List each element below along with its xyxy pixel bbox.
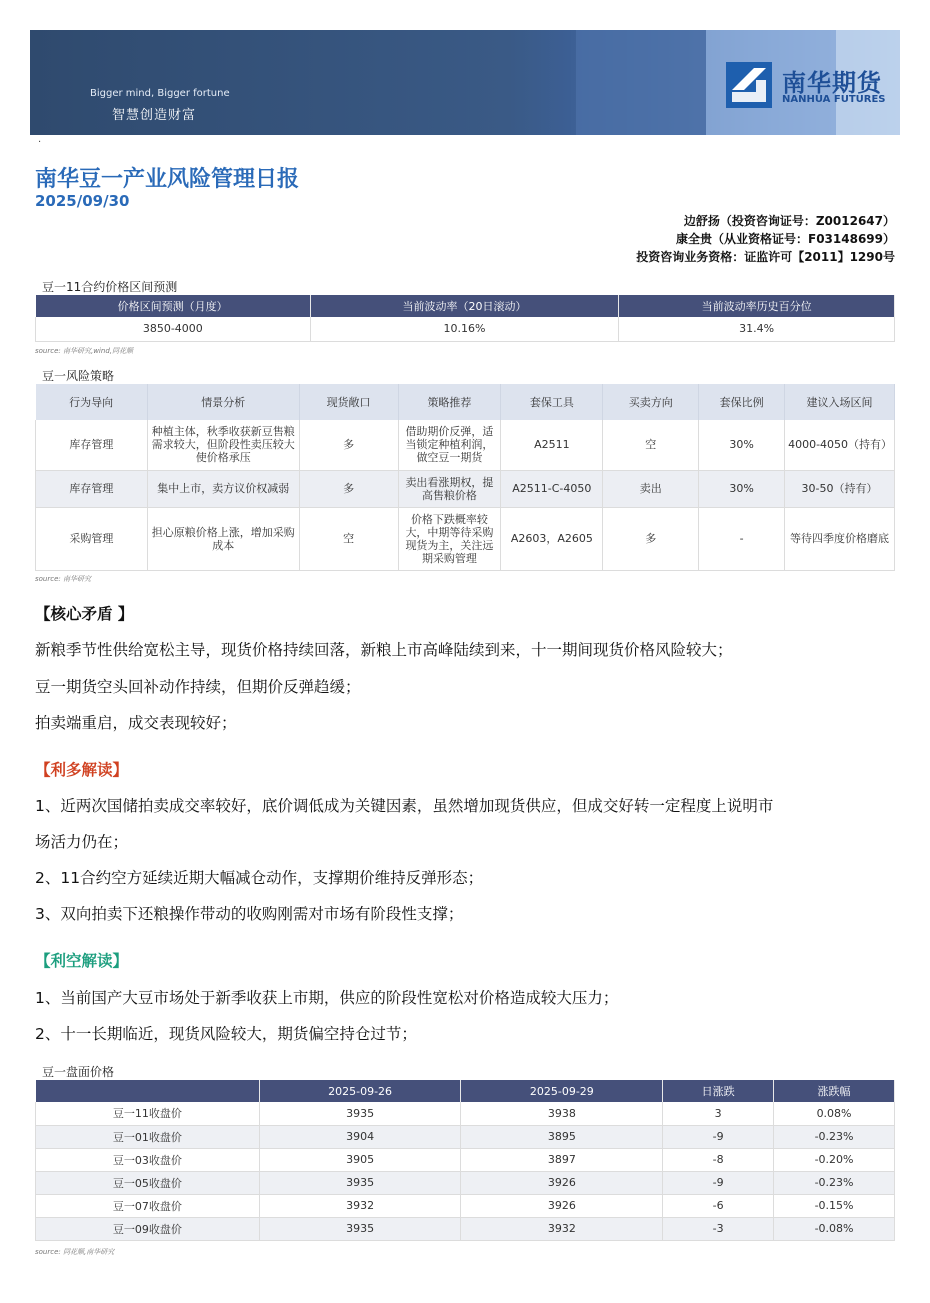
bullish-line: 3、双向拍卖下还粮操作带动的收购刚需对市场有阶段性支撑；: [35, 905, 464, 923]
author-line: 边舒扬（投资咨询证号：Z0012647）: [683, 214, 895, 228]
table-row: [36, 1102, 895, 1125]
table-cell: 库存管理: [36, 420, 148, 470]
table-cell: 30%: [699, 470, 785, 507]
table-cell: 31.4%: [619, 317, 895, 341]
column-header: 价格区间预测（月度）: [36, 295, 311, 317]
table-cell: -9: [663, 1171, 774, 1194]
table-cell: A2511-C-4050: [501, 470, 603, 507]
table-cell: 采购管理: [36, 507, 148, 570]
column-header: 行为导向: [36, 384, 148, 420]
table-cell: 豆一05收盘价: [36, 1171, 260, 1194]
table-cell: 担心原粮价格上涨，增加采购成本: [147, 507, 299, 570]
table-cell: -0.08%: [774, 1217, 895, 1240]
bullish-line: 2、11合约空方延续近期大幅减仓动作，支撑期价维持反弹形态；: [35, 869, 484, 887]
author-line: 康全贵（从业资格证号：F03148699）: [676, 232, 895, 246]
column-header: 策略推荐: [398, 384, 501, 420]
logo-english-name: NANHUA FUTURES: [782, 94, 886, 105]
table-cell: 多: [299, 420, 398, 470]
table-row: [36, 420, 895, 470]
column-header: 套保比例: [699, 384, 785, 420]
report-date: 2025/09/30: [35, 192, 130, 210]
table-cell: 30-50（持有）: [785, 470, 895, 507]
table-row: [36, 470, 895, 507]
column-header: 建议入场区间: [785, 384, 895, 420]
column-header: 当前波动率历史百分位: [619, 295, 895, 317]
column-header: 2025-09-26: [259, 1080, 461, 1102]
table-cell: 多: [603, 507, 699, 570]
core-line: 豆一期货空头回补动作持续，但期价反弹趋缓；: [35, 678, 361, 696]
column-header: 现货敞口: [299, 384, 398, 420]
table-cell: 空: [299, 507, 398, 570]
table-cell: 豆一01收盘价: [36, 1125, 260, 1148]
table-cell: -0.15%: [774, 1194, 895, 1217]
table-cell: 豆一07收盘价: [36, 1194, 260, 1217]
table-cell: 等待四季度价格磨底: [785, 507, 895, 570]
table-cell: 空: [603, 420, 699, 470]
table-cell: 种植主体，秋季收获新豆售粮需求较大，但阶段性卖压较大使价格承压: [147, 420, 299, 470]
slogan-english: Bigger mind, Bigger fortune: [90, 88, 230, 99]
table-cell: 集中上市，卖方议价权减弱: [147, 470, 299, 507]
table-cell: 卖出: [603, 470, 699, 507]
column-header: 涨跌幅: [774, 1080, 895, 1102]
source-note: source: 同花顺,南华研究: [35, 1248, 115, 1256]
table-cell: 价格下跌概率较大，中期等待采购现货为主，关注远期采购管理: [398, 507, 501, 570]
table-cell: 3926: [461, 1194, 663, 1217]
table-cell: A2511: [501, 420, 603, 470]
table-cell: 3932: [259, 1194, 461, 1217]
table-cell: 3935: [259, 1102, 461, 1125]
table-caption: 豆一11合约价格区间预测: [42, 280, 178, 294]
core-line: 新粮季节性供给宽松主导，现货价格持续回落，新粮上市高峰陆续到来，十一期间现货价格风险较大；: [35, 641, 733, 659]
table-cell: -0.20%: [774, 1148, 895, 1171]
table-cell: 豆一03收盘价: [36, 1148, 260, 1171]
column-header: [36, 1080, 260, 1102]
column-header: 买卖方向: [603, 384, 699, 420]
table-cell: 3904: [259, 1125, 461, 1148]
futures-price-table: [35, 1080, 895, 1241]
table-cell: -0.23%: [774, 1171, 895, 1194]
header-banner: [30, 30, 900, 135]
column-header: 情景分析: [147, 384, 299, 420]
source-note: source: 南华研究,wind,同花顺: [35, 347, 133, 355]
table-cell: -: [699, 507, 785, 570]
bullish-heading: 【利多解读】: [35, 761, 129, 779]
table-cell: -3: [663, 1217, 774, 1240]
table-row: [36, 1125, 895, 1148]
table-row: [36, 1171, 895, 1194]
nanhua-logo-icon: [726, 62, 772, 108]
table-header-row: [36, 295, 895, 317]
bullet-dot: ·: [38, 137, 42, 148]
table-header-row: [36, 1080, 895, 1102]
column-header: 日涨跌: [663, 1080, 774, 1102]
table-cell: 3932: [461, 1217, 663, 1240]
bearish-line: 2、十一长期临近，现货风险较大，期货偏空持仓过节；: [35, 1025, 417, 1043]
table-cell: 豆一09收盘价: [36, 1217, 260, 1240]
license-line: 投资咨询业务资格：证监许可【2011】1290号: [636, 250, 895, 264]
table-cell: 3: [663, 1102, 774, 1125]
table-cell: -8: [663, 1148, 774, 1171]
banner-stripe: [576, 30, 706, 135]
table-cell: 3895: [461, 1125, 663, 1148]
table-header-row: [36, 384, 895, 420]
source-note: source: 南华研究: [35, 575, 91, 583]
price-forecast-table: [35, 295, 895, 342]
table-row: [36, 1217, 895, 1240]
table-cell: A2603，A2605: [501, 507, 603, 570]
bearish-line: 1、当前国产大豆市场处于新季收获上市期，供应的阶段性宽松对价格造成较大压力；: [35, 989, 619, 1007]
logo-chinese-name: 南华期货: [782, 69, 882, 97]
table-cell: 0.08%: [774, 1102, 895, 1125]
table-row: [36, 1148, 895, 1171]
bullish-line: 1、近两次国储拍卖成交率较好，底价调低成为关键因素，虽然增加现货供应，但成交好转一定程度上说明市: [35, 797, 774, 815]
table-caption: 豆一盘面价格: [42, 1065, 115, 1079]
column-header: 2025-09-29: [461, 1080, 663, 1102]
table-cell: 多: [299, 470, 398, 507]
report-title: 南华豆一产业风险管理日报: [35, 167, 300, 192]
table-cell: 豆一11收盘价: [36, 1102, 260, 1125]
table-cell: 4000-4050（持有）: [785, 420, 895, 470]
table-cell: -9: [663, 1125, 774, 1148]
table-cell: 10.16%: [310, 317, 619, 341]
table-cell: 3938: [461, 1102, 663, 1125]
table-cell: -6: [663, 1194, 774, 1217]
table-cell: -0.23%: [774, 1125, 895, 1148]
table-cell: 卖出看涨期权，提高售粮价格: [398, 470, 501, 507]
table-cell: 3926: [461, 1171, 663, 1194]
core-heading: 【核心矛盾 】: [35, 605, 134, 623]
table-cell: 3850-4000: [36, 317, 311, 341]
core-line: 拍卖端重启，成交表现较好；: [35, 714, 237, 732]
table-cell: 库存管理: [36, 470, 148, 507]
table-row: [36, 507, 895, 570]
column-header: 套保工具: [501, 384, 603, 420]
table-cell: 借助期价反弹，适当锁定种植利润，做空豆一期货: [398, 420, 501, 470]
table-cell: 3905: [259, 1148, 461, 1171]
bearish-heading: 【利空解读】: [35, 952, 129, 970]
risk-strategy-table: [35, 384, 895, 571]
author-block: [636, 212, 895, 266]
table-cell: 3935: [259, 1171, 461, 1194]
column-header: 当前波动率（20日滚动）: [310, 295, 619, 317]
table-cell: 3935: [259, 1217, 461, 1240]
table-cell: 3897: [461, 1148, 663, 1171]
table-cell: 30%: [699, 420, 785, 470]
table-row: [36, 1194, 895, 1217]
company-logo: [726, 60, 896, 110]
slogan-chinese: 智慧创造财富: [112, 108, 197, 123]
table-caption: 豆一风险策略: [42, 369, 115, 383]
bullish-line: 场活力仍在；: [35, 833, 129, 851]
table-row: [36, 317, 895, 341]
